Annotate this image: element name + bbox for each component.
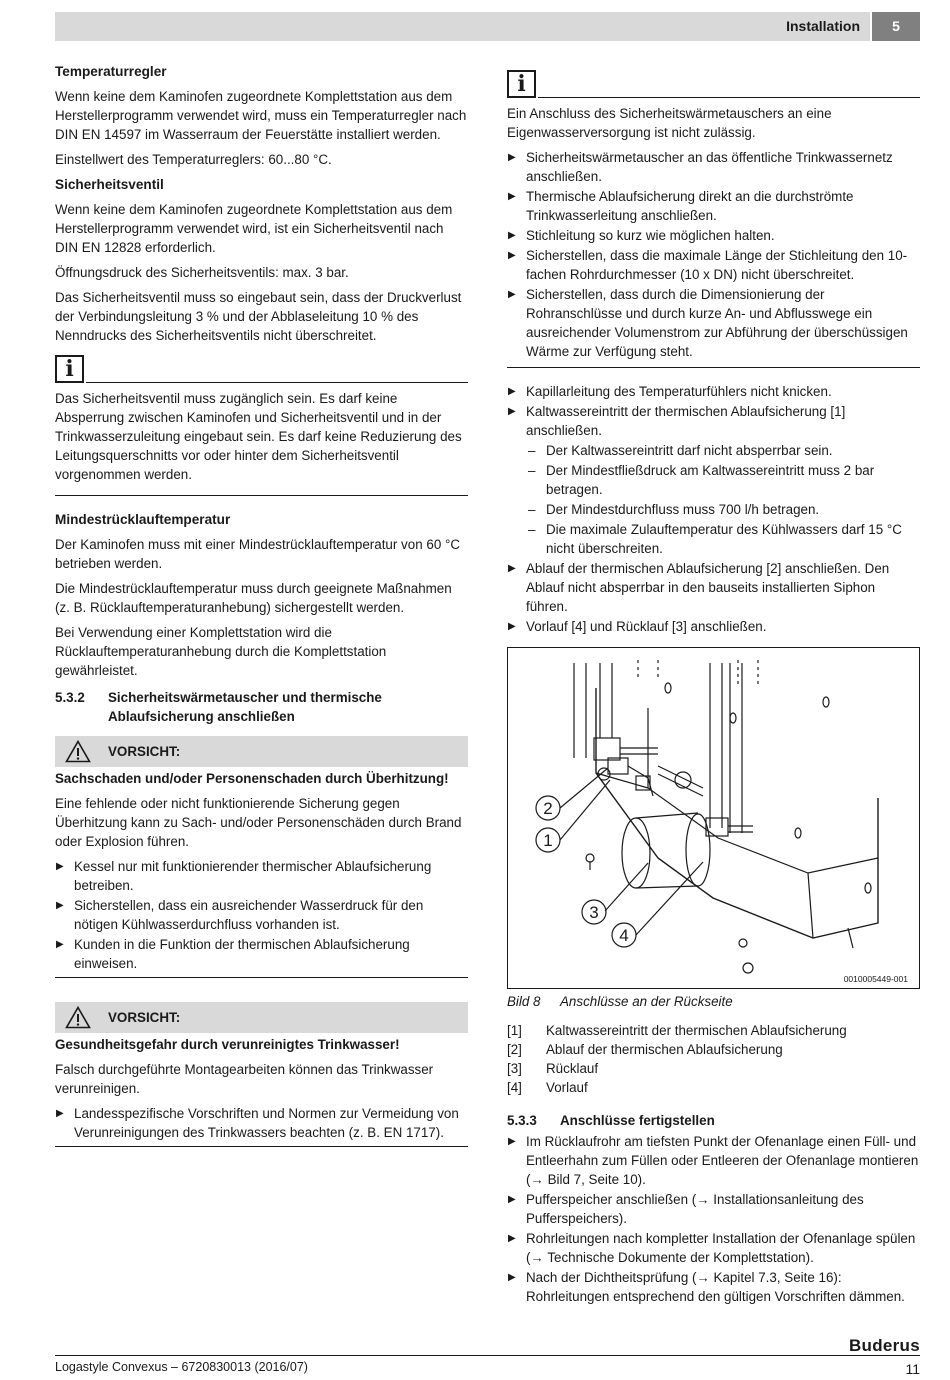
- warning-title: VORSICHT:: [108, 744, 181, 759]
- cold-water-requirements: [526, 441, 920, 558]
- callout-1: 1: [543, 831, 553, 850]
- list-item: ▶ Sicherstellen, dass durch die Dimensionierung der Rohranschlüsse und durch kurze An- und Abflusswege ein ausreichender Volumenstrom zur Abführung der überschüssigen Wärme zur Verfügung steht.: [507, 285, 920, 361]
- legend-key: [2]: [507, 1042, 522, 1057]
- list-item: ▶ Im Rücklaufrohr am tiefsten Punkt der Ofenanlage einen Füll- und Entleerhahn zum Füllen oder Entleeren der Ofenanlage montieren (→ Bild 7, Seite 10).: [507, 1132, 920, 1189]
- list-item: ▶ Vorlauf [4] und Rücklauf [3] anschließen.: [507, 617, 920, 636]
- legend-text: Kaltwassereintritt der thermischen Ablaufsicherung: [546, 1023, 847, 1038]
- installation-steps: [507, 382, 920, 440]
- final-steps: [507, 1132, 920, 1306]
- list-item: ▶ Kessel nur mit funktionierender thermischer Ablaufsicherung betreiben.: [55, 857, 468, 895]
- header-bar: [55, 12, 870, 41]
- legend-item: [507, 1021, 920, 1040]
- list-item: ▶ Sicherheitswärmetauscher an das öffentliche Trinkwassernetz anschließen.: [507, 148, 920, 186]
- legend-item: [507, 1040, 920, 1059]
- warning-subtitle: Gesundheitsgefahr durch verunreinigtes Trinkwasser!: [55, 1037, 400, 1052]
- list-item: – Der Mindestfließdruck am Kaltwassereintritt muss 2 bar betragen.: [526, 461, 920, 499]
- list-item: ▶ Rohrleitungen nach kompletter Installation der Ofenanlage spülen (→ Technische Dokumente der Komplettstation).: [507, 1229, 920, 1267]
- info-box: [507, 70, 920, 368]
- list-item: ▶ Nach der Dichtheitsprüfung (→ Kapitel 7.3, Seite 16): Rohrleitungen entsprechend den gültigen Vorschriften dämmen.: [507, 1268, 920, 1306]
- figure-code: 0010005449-001: [843, 974, 908, 984]
- paragraph: Der Kaminofen muss mit einer Mindestrücklauftemperatur von 60 °C betrieben werden.: [55, 537, 461, 571]
- info-box: [55, 355, 468, 496]
- section-title: Sicherheitswärmetauscher und thermische Ablaufsicherung anschließen: [108, 690, 382, 724]
- section-heading-5-3-3: [507, 1111, 920, 1130]
- info-icon: i: [507, 70, 536, 98]
- legend-key: [4]: [507, 1080, 522, 1095]
- paragraph: Das Sicherheitsventil muss so eingebaut sein, dass der Druckverlust der Verbindungsleitung 3 % und der Abblaseleitung 10 % des Nenndrucks des Sicherheitsventils nicht überschreitet.: [55, 290, 462, 343]
- info-icon: i: [55, 355, 84, 383]
- left-column: [55, 62, 468, 1157]
- legend-item: [507, 1078, 920, 1097]
- list-item: – Der Kaltwassereintritt darf nicht absperrbar sein.: [526, 441, 920, 460]
- connection-diagram: [508, 648, 919, 988]
- warning-box-overheating: [55, 736, 468, 978]
- right-column: [507, 62, 920, 1307]
- section-number: 5.3.3: [507, 1113, 537, 1128]
- paragraph: Die Mindestrücklauftemperatur muss durch geeignete Maßnahmen (z. B. Rücklauftemperaturanhebung) sichergestellt werden.: [55, 581, 452, 615]
- list-item: – Der Mindestdurchfluss muss 700 l/h betragen.: [526, 500, 920, 519]
- paragraph: Einstellwert des Temperaturreglers: 60...80 °C.: [55, 152, 332, 167]
- paragraph: Öffnungsdruck des Sicherheitsventils: max. 3 bar.: [55, 265, 349, 280]
- installation-steps-continued: [507, 559, 920, 636]
- callout-3: 3: [589, 903, 599, 922]
- warning-triangle-icon: [65, 1006, 91, 1029]
- list-item: – Die maximale Zulauftemperatur des Kühlwassers darf 15 °C nicht überschreiten.: [526, 520, 920, 558]
- warning-subtitle: Sachschaden und/oder Personenschaden durch Überhitzung!: [55, 771, 449, 786]
- info-text: Ein Anschluss des Sicherheitswärmetauschers an eine Eigenwasserversorgung ist nicht zulässig.: [507, 106, 832, 140]
- legend-key: [3]: [507, 1061, 522, 1076]
- paragraph: Wenn keine dem Kaminofen zugeordnete Komplettstation aus dem Herstellerprogramm verwendet wird, ist ein Sicherheitsventil nach DIN EN 12828 erforderlich.: [55, 202, 453, 255]
- legend-item: [507, 1059, 920, 1078]
- warning-header: [55, 736, 468, 767]
- list-item: ▶ Ablauf der thermischen Ablaufsicherung [2] anschließen. Den Ablauf nicht absperrbar in den bauseits installierten Siphon führen.: [507, 559, 920, 616]
- callout-4: 4: [619, 926, 629, 945]
- list-item: ▶ Landesspezifische Vorschriften und Normen zur Vermeidung von Verunreinigungen des Trinkwassers beachten (z. B. EN 1717).: [55, 1104, 468, 1142]
- footer-document-id: Logastyle Convexus – 6720830013 (2016/07): [55, 1360, 308, 1374]
- figure-legend: [507, 1021, 920, 1097]
- warning-text: Falsch durchgeführte Montagearbeiten können das Trinkwasser verunreinigen.: [55, 1062, 434, 1096]
- header-chapter-number: 5: [872, 12, 920, 41]
- footer-divider: [55, 1355, 920, 1356]
- legend-key: [1]: [507, 1023, 522, 1038]
- info-divider: [538, 97, 920, 98]
- heading-sicherheitsventil: Sicherheitsventil: [55, 177, 164, 192]
- list-item: ▶ Pufferspeicher anschließen (→ Installationsanleitung des Pufferspeichers).: [507, 1190, 920, 1228]
- info-text: Das Sicherheitsventil muss zugänglich sein. Es darf keine Absperrung zwischen Kaminofen und Sicherheitsventil und in der Trinkwasserzuleitung eingebaut sein. Es darf keine Reduzierung des Leitungsquerschnitts vor oder hinter dem Sicherheitsventil vorgenommen werden.: [55, 391, 462, 482]
- paragraph: Wenn keine dem Kaminofen zugeordnete Komplettstation aus dem Herstellerprogramm verwendet wird, muss ein Temperaturregler nach DIN EN 14597 im Wasserraum der Feuerstätte installiert werden.: [55, 89, 467, 142]
- legend-text: Ablauf der thermischen Ablaufsicherung: [546, 1042, 783, 1057]
- warning-header: [55, 1002, 468, 1033]
- heading-temperaturregler: Temperaturregler: [55, 64, 167, 79]
- figure-caption: [507, 992, 920, 1011]
- footer-page-number: 11: [905, 1361, 920, 1377]
- brand-logo: Buderus: [848, 1336, 920, 1355]
- warning-title: VORSICHT:: [108, 1010, 181, 1025]
- warning-text: Eine fehlende oder nicht funktionierende Sicherung gegen Überhitzung kann zu Sach- und/oder Personenschäden durch Brand oder Explosion führen.: [55, 796, 462, 849]
- callout-2: 2: [543, 799, 553, 818]
- list-item: ▶ Kaltwassereintritt der thermischen Ablaufsicherung [1] anschließen.: [507, 402, 920, 440]
- figure-number: Bild 8: [507, 994, 541, 1009]
- list-item: ▶ Kunden in die Funktion der thermischen Ablaufsicherung einweisen.: [55, 935, 468, 973]
- warning-bullets: [55, 1104, 468, 1142]
- warning-triangle-icon: [65, 740, 91, 763]
- figure-rear-connections: [507, 647, 920, 989]
- header-section-title: Installation: [786, 18, 860, 34]
- section-number: 5.3.2: [55, 690, 85, 705]
- legend-text: Vorlauf: [546, 1080, 588, 1095]
- list-item: ▶ Kapillarleitung des Temperaturfühlers nicht knicken.: [507, 382, 920, 401]
- list-item: ▶ Stichleitung so kurz wie möglichen halten.: [507, 226, 920, 245]
- paragraph: Bei Verwendung einer Komplettstation wird die Rücklauftemperaturanhebung durch die Komplettstation gewährleistet.: [55, 625, 387, 678]
- heading-mindestruecklauftemperatur: Mindestrücklauftemperatur: [55, 512, 231, 527]
- figure-caption-text: Anschlüsse an der Rückseite: [560, 994, 733, 1009]
- section-title: Anschlüsse fertigstellen: [560, 1113, 715, 1128]
- info-bullets: [507, 148, 920, 361]
- list-item: ▶ Thermische Ablaufsicherung direkt an die durchströmte Trinkwasserleitung anschließen.: [507, 187, 920, 225]
- warning-bullets: [55, 857, 468, 973]
- section-heading-5-3-2: [55, 688, 468, 726]
- legend-text: Rücklauf: [546, 1061, 599, 1076]
- list-item: ▶ Sicherstellen, dass ein ausreichender Wasserdruck für den nötigen Kühlwasserdurchfluss vorhanden ist.: [55, 896, 468, 934]
- info-divider: [86, 382, 468, 383]
- warning-box-drinking-water: [55, 1002, 468, 1147]
- list-item: ▶ Sicherstellen, dass die maximale Länge der Stichleitung den 10-fachen Rohrdurchmesser (10 x DN) nicht überschreitet.: [507, 246, 920, 284]
